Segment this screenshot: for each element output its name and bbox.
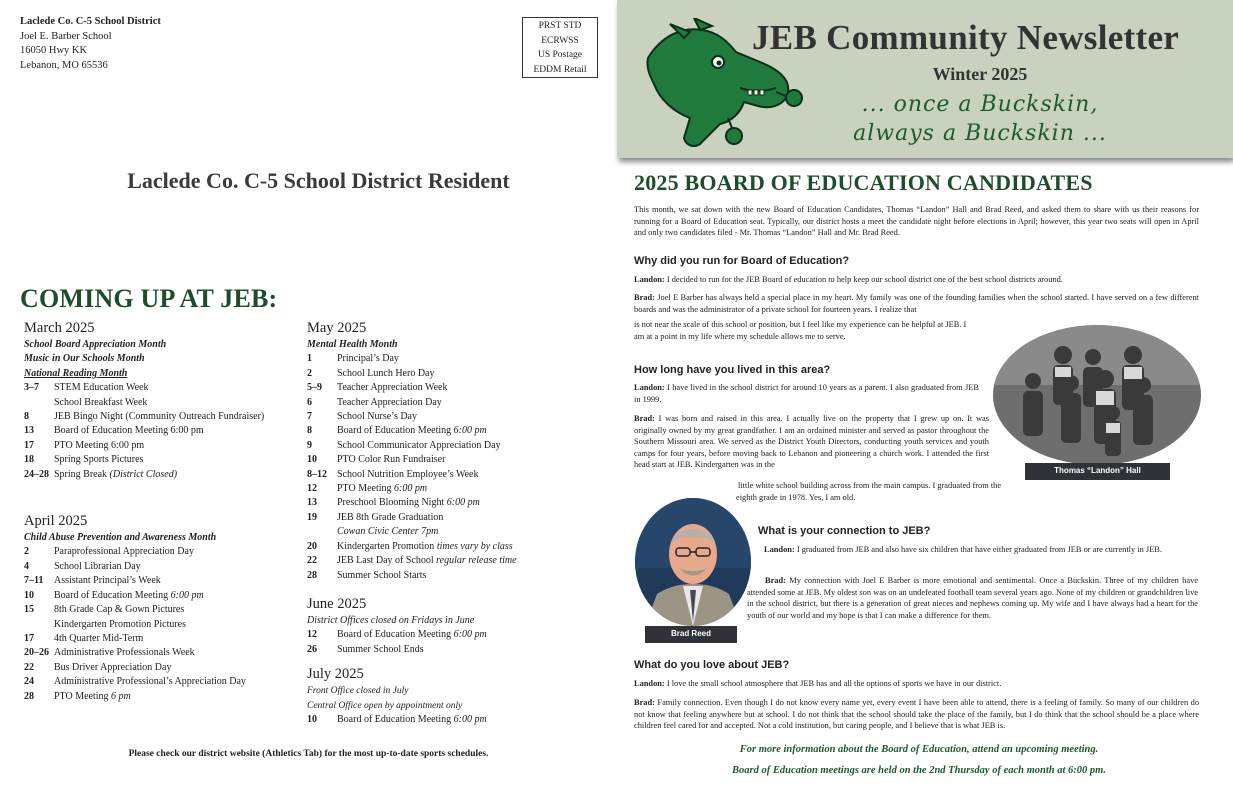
month-observance: Music in Our Schools Month — [24, 353, 145, 365]
calendar-event — [307, 424, 607, 438]
board-candidates-heading: 2025 BOARD OF EDUCATION CANDIDATES — [634, 170, 1093, 195]
month-observance: Child Abuse Prevention and Awareness Month — [24, 532, 217, 544]
district-name: Laclede Co. C-5 School District — [20, 16, 161, 27]
event-title: Preschool Blooming Night 6:00 pm — [337, 497, 480, 509]
answer-paragraph — [634, 382, 979, 405]
calendar-event — [307, 352, 607, 366]
event-title: Administrative Professionals Week — [54, 647, 195, 659]
question-heading: Why did you run for Board of Education? — [634, 255, 850, 267]
calendar-event — [307, 628, 607, 642]
event-date: 28 — [307, 569, 317, 581]
event-detail: 6 pm — [108, 690, 131, 702]
speaker-name: Landon: — [634, 383, 665, 392]
answer-paragraph — [634, 274, 1199, 286]
month-heading-june: June 2025 — [307, 595, 367, 612]
event-list-june — [307, 628, 607, 657]
calendar-event — [24, 439, 304, 453]
month-heading-march: March 2025 — [24, 320, 95, 336]
event-list-april — [24, 545, 304, 703]
sports-schedule-note: Please check our district website (Athletics Tab) for the most up-to-date sports schedules. — [128, 749, 489, 759]
answer-text: I was born and raised in this area. I actually live on the property that I grew up on. It was originally owned by my great grandfather. I am an ordained minister and served as pastor throughout the Southern Missouri area. We served as the District Youth Directors, conducting youth services and youth camps for four years, before moving back to Lebanon and pioneering a church work. I attended the first head start at JEB. Kindergarten was in the — [634, 414, 990, 469]
calendar-event — [307, 569, 607, 583]
calendar-event — [24, 545, 304, 559]
calendar-column-left — [24, 319, 304, 704]
footer-info-line: Board of Education meetings are held on the 2nd Thursday of each month at 6:00 pm. — [732, 765, 1106, 776]
speaker-name: Brad: — [634, 414, 655, 423]
newsletter-tagline — [830, 90, 1130, 148]
event-date: 8–12 — [307, 468, 327, 480]
event-detail: 6:00 pm — [444, 497, 480, 509]
answer-paragraph — [634, 292, 1199, 315]
calendar-event — [24, 646, 304, 660]
reed-photo-caption: Brad Reed — [645, 626, 737, 643]
event-title: Principal’s Day — [337, 353, 399, 365]
event-date: 5–9 — [307, 382, 322, 394]
answer-paragraph — [634, 697, 1199, 732]
month-note: Front Office closed in July — [307, 686, 409, 697]
answer-line: eighth grade in 1978. Yes, I am old. — [736, 493, 856, 502]
event-date: 13 — [24, 425, 34, 437]
event-title: Board of Education Meeting 6:00 pm — [337, 629, 487, 641]
calendar-event — [307, 482, 607, 496]
event-date — [24, 396, 54, 410]
reed-portrait-photo — [635, 498, 751, 626]
event-detail: 6:00 pm — [451, 629, 487, 641]
answer-text: My connection with Joel E Barber is more emotional and sentimental. Once a Buckskin. Three of my children have attended some at JEB. My oldest son was on an undefeated football team several years ago. None of my children or grandchildren live in the school district, but there is a generation of great nieces and nephews coming up. My wife and I have always had a heart for the youth of our world and my hope is that I can make a difference for them. — [747, 576, 1198, 620]
event-date: 13 — [307, 497, 317, 509]
event-title: Spring Break (District Closed) — [54, 468, 178, 480]
tagline-line: ... once a Buckskin, — [861, 92, 1099, 117]
event-date: 12 — [307, 629, 317, 641]
question-heading: How long have you lived in this area? — [634, 364, 831, 376]
calendar-event — [307, 540, 607, 554]
event-title: Kindergarten Promotion times vary by class — [337, 540, 513, 552]
calendar-event — [307, 525, 607, 539]
event-title: Summer School Starts — [337, 569, 427, 581]
event-title: PTO Meeting 6:00 pm — [54, 439, 145, 451]
event-detail: (District Closed) — [107, 468, 178, 480]
postage-line: ECRWSS — [541, 35, 579, 46]
event-detail: 6:00 pm — [391, 483, 428, 495]
event-date: 28 — [24, 690, 34, 702]
event-date: 6 — [307, 396, 312, 408]
event-title: Teacher Appreciation Week — [337, 382, 448, 394]
newsletter-title: JEB Community Newsletter — [752, 18, 1180, 57]
event-title: Board of Education Meeting 6:00 pm — [54, 589, 204, 601]
event-date: 10 — [307, 454, 317, 466]
event-title: Administrative Professional’s Appreciation Day — [54, 676, 246, 688]
hall-family-photo — [993, 325, 1201, 465]
event-title: PTO Meeting 6:00 pm — [337, 483, 428, 495]
event-title: 4th Quarter Mid-Term — [54, 632, 144, 644]
answer-line: little white school building across from the main campus. I graduated from the — [738, 481, 1002, 490]
event-date: 18 — [24, 454, 34, 466]
event-date: 8 — [24, 411, 29, 423]
speaker-name: Landon: — [634, 679, 665, 688]
event-date: 12 — [307, 483, 317, 495]
event-title: School Communicator Appreciation Day — [337, 439, 501, 451]
calendar-event — [24, 618, 304, 632]
newsletter-season: Winter 2025 — [932, 64, 1028, 84]
answer-paragraph — [634, 413, 989, 471]
event-detail: times vary by class — [434, 540, 513, 552]
speaker-name: Landon: — [764, 545, 795, 554]
event-date: 24–28 — [24, 468, 49, 480]
calendar-event — [24, 603, 304, 617]
event-detail: 6:00 pm — [451, 713, 487, 725]
event-date: 9 — [307, 439, 312, 451]
event-title: PTO Meeting 6 pm — [54, 690, 131, 702]
answer-text: I decided to run for the JEB Board of education to help keep our school district one of the best school districts around. — [666, 275, 1063, 284]
city-state-zip: Lebanon, MO 65536 — [20, 59, 108, 71]
event-list-march — [24, 381, 304, 482]
event-title: Board of Education Meeting 6:00 pm — [337, 713, 487, 725]
calendar-event — [24, 661, 304, 675]
calendar-event — [307, 511, 607, 525]
answer-line: am at a point in my life where my schedule allows me to serve. — [634, 332, 846, 341]
tagline-line: always a Buckskin ... — [853, 121, 1107, 146]
month-note: Central Office open by appointment only — [307, 700, 463, 711]
speaker-name: Brad: — [634, 698, 655, 707]
event-title: 8th Grade Cap & Gown Pictures — [54, 604, 185, 616]
event-title: JEB Last Day of School regular release time — [337, 555, 517, 567]
month-heading-may: May 2025 — [307, 320, 367, 336]
month-observance: National Reading Month — [24, 367, 128, 379]
event-date: 24 — [24, 676, 34, 688]
calendar-event — [307, 381, 607, 395]
calendar-column-right — [307, 319, 607, 727]
calendar-event — [307, 367, 607, 381]
event-title: Board of Education Meeting 6:00 pm — [337, 425, 487, 437]
event-detail: 6:00 pm — [451, 425, 487, 437]
event-title: Assistant Principal’s Week — [54, 575, 161, 587]
event-title: Teacher Appreciation Day — [337, 396, 442, 408]
calendar-event — [307, 453, 607, 467]
calendar-event — [307, 396, 607, 410]
event-date — [24, 618, 54, 632]
event-detail: regular release time — [433, 555, 517, 567]
calendar-event — [24, 675, 304, 689]
event-date: 17 — [24, 439, 34, 451]
event-title: Board of Education Meeting 6:00 pm — [54, 425, 204, 437]
event-date: 7 — [307, 411, 312, 423]
event-title: Paraprofessional Appreciation Day — [54, 546, 194, 558]
calendar-event — [24, 381, 304, 395]
recipient-line: Laclede Co. C-5 School District Resident — [127, 168, 510, 193]
answer-paragraph — [764, 544, 1198, 556]
month-observance: School Board Appreciation Month — [24, 339, 167, 350]
event-date: 15 — [24, 604, 34, 616]
event-detail: Cowan Civic Center 7pm — [337, 526, 439, 538]
event-title: Summer School Ends — [337, 643, 424, 655]
footer-info-line: For more information about the Board of Education, attend an upcoming meeting. — [739, 744, 1099, 755]
event-date: 10 — [307, 713, 317, 725]
school-name: Joel E. Barber School — [20, 30, 112, 42]
event-title: PTO Color Run Fundraiser — [337, 454, 446, 466]
calendar-event — [24, 453, 304, 467]
postage-line: PRST STD — [538, 21, 582, 31]
event-list-may — [307, 352, 607, 583]
event-date: 2 — [24, 546, 29, 558]
calendar-event — [307, 713, 607, 727]
event-title — [337, 525, 607, 539]
postage-line: US Postage — [537, 50, 583, 60]
month-observance: Mental Health Month — [307, 339, 398, 350]
calendar-event — [307, 554, 607, 568]
calendar-event — [307, 496, 607, 510]
answer-text: Family connection. Even though I do not know every name yet, every event I have been able to attend, there is a feeling of family. So many of our children do not know that feeling anywhere but at school. I do not think that the school should take the place of the family, but I do think that the school should be a place where children feel cared for and accepted. Not a cold institution, but caring people, and I believe that is what JEB is. — [634, 698, 1200, 730]
return-address — [20, 15, 161, 73]
calendar-event — [24, 589, 304, 603]
event-date: 7–11 — [24, 575, 44, 587]
question-heading: What is your connection to JEB? — [758, 525, 931, 537]
event-title: School Lunch Hero Day — [337, 367, 435, 379]
answer-text: I love the small school atmosphere that JEB has and all the options of sports we have in our district. — [666, 679, 1002, 688]
speaker-name: Landon: — [634, 275, 665, 284]
month-heading-april: April 2025 — [24, 513, 88, 530]
answer-text: Joel E Barber has always held a special place in my heart. My family was one of the founding families when the school started. I have served on a few different boards and was the administrator of a private school for fourteen years. I realize that — [634, 293, 1199, 314]
event-title: STEM Education Week — [54, 382, 149, 394]
event-detail: 6:00 pm — [168, 589, 204, 601]
event-date — [307, 525, 337, 539]
board-intro: This month, we sat down with the new Board of Education Candidates, Thomas “Landon” Hall and Brad Reed, and asked them to share with us their reasons for running for a Board of Education seat. Typically, our district hosts a meet the candidate night before elections in April; however, this year two seats will open in April and only two candidates filed - Mr. Thomas “Landon” Hall and Mr. Brad Reed. — [634, 205, 1199, 237]
calendar-event — [24, 690, 304, 704]
event-date: 17 — [24, 632, 34, 644]
event-title: JEB 8th Grade Graduation — [337, 511, 444, 523]
event-title: Spring Sports Pictures — [54, 454, 144, 466]
coming-up-heading: COMING UP AT JEB: — [20, 284, 278, 313]
speaker-name: Brad: — [765, 576, 786, 585]
event-date: 22 — [24, 661, 34, 673]
event-date: 20 — [307, 540, 317, 552]
calendar-event — [24, 574, 304, 588]
hall-photo-caption: Thomas “Landon” Hall — [1025, 463, 1170, 480]
calendar-event — [307, 643, 607, 657]
street-address: 16050 Hwy KK — [20, 45, 88, 56]
event-title: School Nutrition Employee’s Week — [337, 468, 479, 480]
answer-text: I graduated from JEB and also have six children that have either graduated from JEB or are currently in JEB. — [796, 545, 1162, 554]
event-date: 19 — [307, 511, 317, 523]
event-date: 1 — [307, 353, 312, 365]
month-heading-july: July 2025 — [307, 666, 364, 683]
event-date: 20–26 — [24, 647, 49, 659]
answer-paragraph — [747, 575, 1198, 621]
month-note: District Offices closed on Fridays in June — [307, 614, 475, 626]
question-heading: What do you love about JEB? — [634, 659, 790, 671]
postage-line: EDDM Retail — [533, 64, 587, 75]
calendar-event — [24, 468, 304, 482]
event-title: School Librarian Day — [54, 560, 141, 572]
calendar-event — [307, 410, 607, 424]
answer-paragraph — [634, 678, 1199, 690]
event-date: 3–7 — [24, 382, 39, 394]
answer-line: is not near the scale of this school or position, but I feel like my experience can be helpful at JEB. I — [634, 320, 967, 329]
event-date: 10 — [24, 589, 34, 601]
calendar-event — [24, 424, 304, 438]
event-date: 2 — [307, 367, 312, 379]
event-title: JEB Bingo Night (Community Outreach Fundraiser) — [54, 411, 265, 423]
event-title: School Breakfast Week — [54, 396, 148, 408]
event-date: 4 — [24, 560, 29, 572]
postage-indicia — [522, 17, 598, 78]
event-date: 22 — [307, 555, 317, 567]
event-date: 26 — [307, 643, 317, 655]
speaker-name: Brad: — [634, 293, 655, 302]
event-list-july — [307, 713, 607, 727]
calendar-event — [24, 632, 304, 646]
event-title: Bus Driver Appreciation Day — [54, 661, 172, 673]
event-title: School Nurse’s Day — [337, 411, 417, 423]
event-title: Kindergarten Promotion Pictures — [54, 618, 187, 630]
calendar-event — [24, 410, 304, 424]
calendar-event — [307, 468, 607, 482]
calendar-event — [24, 396, 304, 410]
answer-text: I have lived in the school district for around 10 years as a parent. I also graduated from JEB in 1999. — [634, 383, 979, 404]
event-date: 8 — [307, 425, 312, 437]
calendar-event — [307, 439, 607, 453]
calendar-event — [24, 560, 304, 574]
